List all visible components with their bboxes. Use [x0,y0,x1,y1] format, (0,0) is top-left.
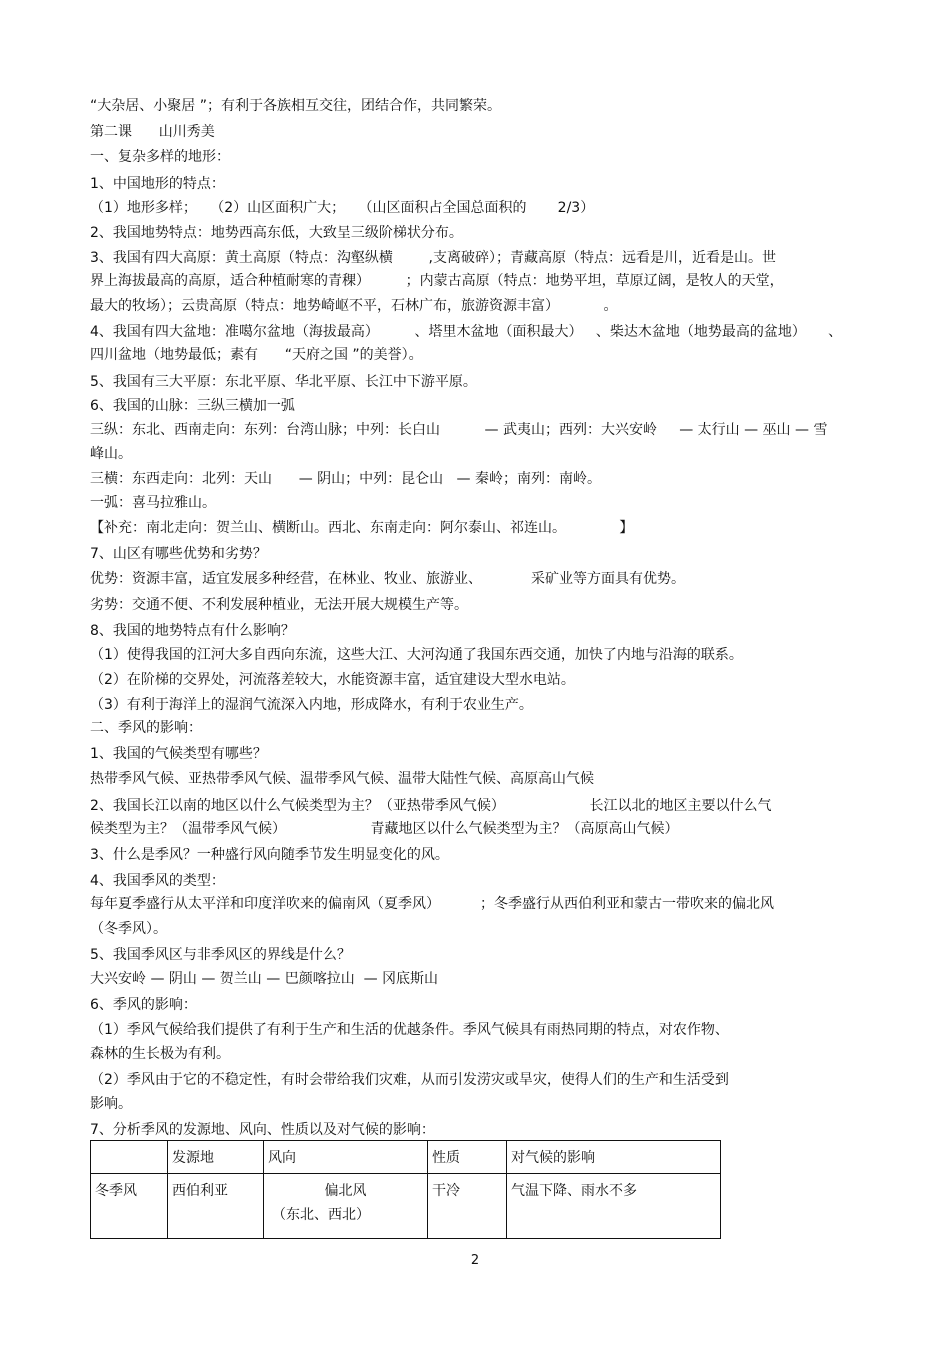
text-line: 3、什么是季风？一种盛行风向随季节发生明显变化的风。 [90,847,449,863]
text-line: 热带季风气候、亚热带季风气候、温带季风气候、温带大陆性气候、高原高山气候 [90,771,594,787]
text-line: （2）在阶梯的交界处，河流落差较大，水能资源丰富，适宜建设大型水电站。 [90,672,575,688]
text-line: 峰山。 [90,446,132,462]
text-line: （1）使得我国的江河大多自西向东流，这些大江、大河沟通了我国东西交通，加快了内地与沿海的联系。 [90,647,743,663]
table-row [91,1174,721,1239]
text-line: 4、我国季风的类型： [90,873,225,889]
text-line: “大杂居、小聚居 ”；有利于各族相互交往，团结合作，共同繁荣。 [90,98,501,114]
text-line: 每年夏季盛行从太平洋和印度洋吹来的偏南风（夏季风） ；冬季盛行从西伯利亚和蒙古一带吹来的偏北风 [90,896,775,912]
text-line: （1）季风气候给我们提供了有利于生产和生活的优越条件。季风气候具有雨热同期的特点，对农作物、 [90,1022,729,1038]
text-line: 界上海拔最高的高原，适合种植耐寒的青稞） ；内蒙古高原（特点：地势平坦，草原辽阔，是牧人的天堂， [90,273,784,289]
direction-sub: （东北、西北） [272,1207,370,1223]
text-line: 影响。 [90,1096,132,1112]
text-line: 2、我国地势特点：地势西高东低，大致呈三级阶梯状分布。 [90,225,463,241]
monsoon-table [90,1140,721,1239]
text-line: （冬季风）。 [90,921,167,937]
section-heading: 一、复杂多样的地形： [90,149,230,165]
table-cell-name: 冬季风 [91,1174,168,1239]
text-line: 森林的生长极为有利。 [90,1046,230,1062]
text-line: 8、我国的地势特点有什么影响？ [90,623,295,639]
text-line: 4、我国有四大盆地：准噶尔盆地（海拔最高） 、塔里木盆地（面积最大） 、柴达木盆地（地势最高的盆地） 、 [90,324,843,340]
lesson-title: 第二课 山川秀美 [90,124,215,140]
table-header-cell [91,1141,168,1174]
text-line: 四川盆地（地势最低；素有 “天府之国 ”的美誉）。 [90,347,423,363]
text-line: （2）季风由于它的不稳定性，有时会带给我们灾难，从而引发涝灾或旱灾，使得人们的生产和生活受到 [90,1072,729,1088]
table-header-row [91,1141,721,1174]
table-header-cell: 风向 [264,1141,428,1174]
text-line: 1、我国的气候类型有哪些？ [90,746,267,762]
text-line: 【补充：南北走向：贺兰山、横断山。西北、东南走向：阿尔泰山、祁连山。 】 [90,520,634,536]
text-line: 5、我国有三大平原：东北平原、华北平原、长江中下游平原。 [90,374,477,390]
text-line: （1）地形多样； （2）山区面积广大； （山区面积占全国总面积的 2/3） [90,200,595,216]
text-line: 最大的牧场）；云贵高原（特点：地势崎岖不平，石林广布，旅游资源丰富） 。 [90,298,618,314]
page-number: 2 [470,1253,480,1268]
table-header-cell: 发源地 [168,1141,264,1174]
text-line: 三横：东西走向：北列：天山 — 阴山；中列：昆仑山 — 秦岭；南列：南岭。 [90,471,601,487]
text-line: 6、季风的影响： [90,997,197,1013]
table-cell-source: 西伯利亚 [168,1174,264,1239]
text-line: 候类型为主？（温带季风气候） 青藏地区以什么气候类型为主？（高原高山气候） [90,821,679,837]
table-cell-direction [264,1174,428,1239]
text-line: 5、我国季风区与非季风区的界线是什么？ [90,947,351,963]
text-line: 2、我国长江以南的地区以什么气候类型为主？（亚热带季风气候） 长江以北的地区主要以什么气 [90,798,772,814]
text-line: 7、山区有哪些优势和劣势？ [90,546,267,562]
section-heading: 二、季风的影响： [90,720,202,736]
text-line: 劣势：交通不便、不利发展种植业，无法开展大规模生产等。 [90,597,468,613]
text-line: （3）有利于海洋上的湿润气流深入内地，形成降水，有利于农业生产。 [90,697,533,713]
text-line: 7、分析季风的发源地、风向、性质以及对气候的影响： [90,1122,435,1138]
direction-main: 偏北风 [324,1183,367,1199]
table-cell-nature: 干冷 [428,1174,507,1239]
text-line: 6、我国的山脉：三纵三横加一弧 [90,398,295,414]
table-cell-effect: 气温下降、雨水不多 [507,1174,721,1239]
text-line: 优势：资源丰富，适宜发展多种经营，在林业、牧业、旅游业、 采矿业等方面具有优势。 [90,571,685,587]
table-header-cell: 对气候的影响 [507,1141,721,1174]
text-line: 3、我国有四大高原：黄土高原（特点：沟壑纵横 ,支离破碎）；青藏高原（特点：远看是川，近看是山。世 [90,250,776,266]
table-header-cell: 性质 [428,1141,507,1174]
text-line: 三纵：东北、西南走向：东列：台湾山脉；中列：长白山 — 武夷山；西列：大兴安岭 — 太行山 — 巫山 — 雪 [90,422,828,438]
text-line: 大兴安岭 — 阴山 — 贺兰山 — 巴颜喀拉山 — 冈底斯山 [90,971,439,987]
text-line: 一弧：喜马拉雅山。 [90,495,216,511]
text-line: 1、中国地形的特点： [90,176,225,192]
